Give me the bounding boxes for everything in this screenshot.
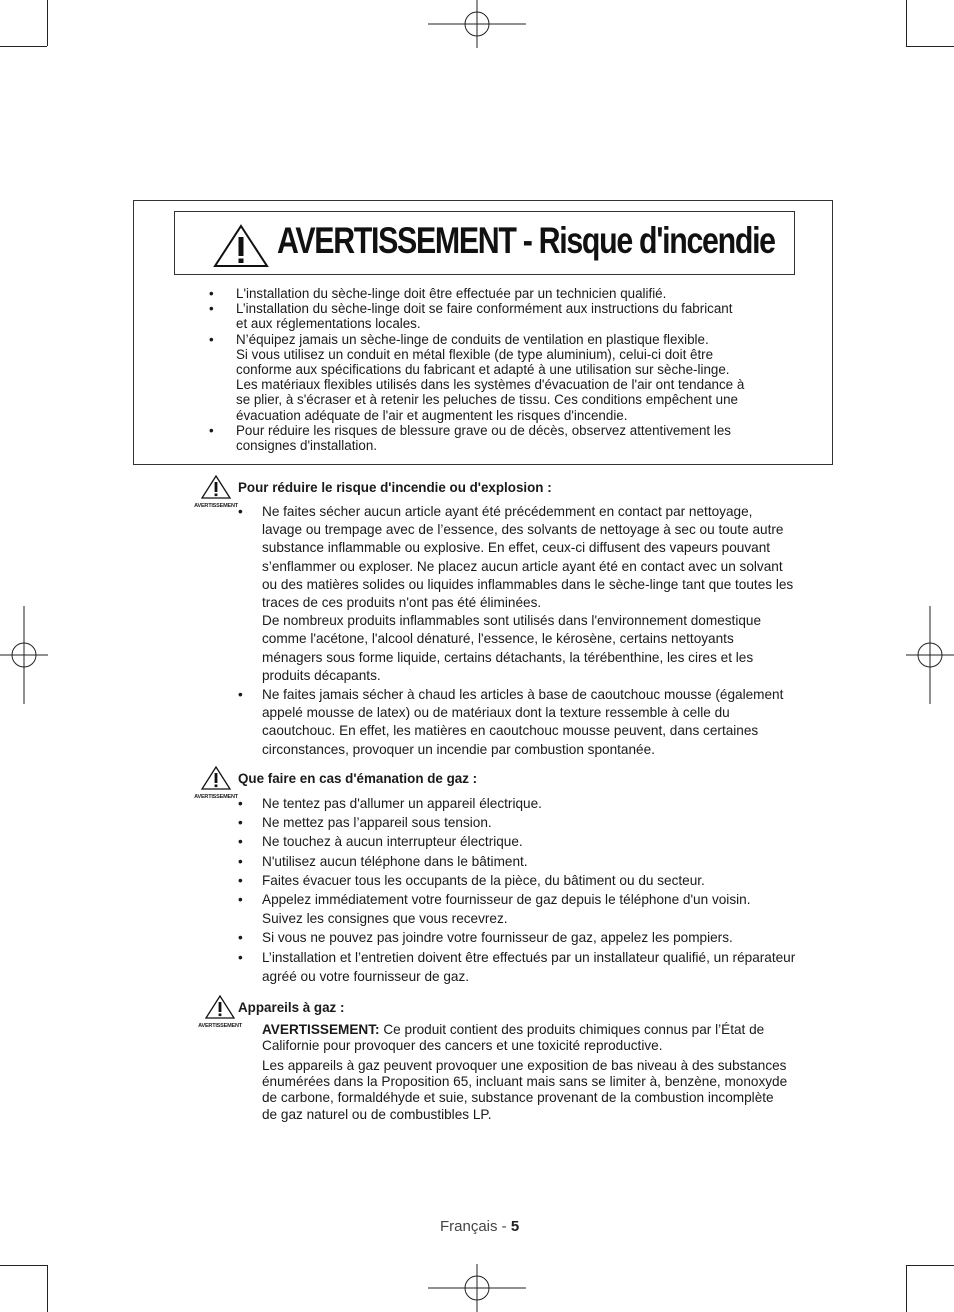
bullet-icon: • xyxy=(209,286,214,301)
warning-icon-block xyxy=(194,766,238,800)
crop-mark xyxy=(906,1265,954,1266)
list-item xyxy=(209,286,824,301)
list-item-line: Les matériaux flexibles utilisés dans les systèmes d'évacuation de l'air ont tendance à xyxy=(236,377,745,393)
list-item xyxy=(238,686,836,759)
list-item-line: Si vous ne pouvez pas joindre votre fournisseur de gaz, appelez les pompiers. xyxy=(262,930,733,946)
list-item xyxy=(209,332,824,423)
warning-triangle-icon xyxy=(205,995,235,1019)
list-item-line: Ne tentez pas d'allumer un appareil électrique. xyxy=(262,796,542,811)
crop-mark xyxy=(906,0,907,46)
registration-mark-bottom xyxy=(428,1264,526,1312)
list-item-line: N'utilisez aucun téléphone dans le bâtiment. xyxy=(262,853,528,869)
bullet-icon: • xyxy=(238,834,243,850)
list-item-line: conforme aux spécifications du fabricant et adapté à une utilisation sur sèche-linge. xyxy=(236,362,730,378)
fire-warning-box xyxy=(133,200,833,465)
bullet-icon: • xyxy=(209,422,214,438)
bullet-icon: • xyxy=(238,504,243,519)
list-item-line: agréé ou votre fournisseur de gaz. xyxy=(262,968,470,984)
list-item-line: N’équipez jamais un sèche-linge de conduits de ventilation en plastique flexible. xyxy=(236,331,709,347)
list-item xyxy=(238,813,836,832)
bullet-icon: • xyxy=(238,687,243,703)
list-item xyxy=(238,852,836,871)
list-item-line: L’installation du sèche-linge doit se faire conformément aux instructions du fabricant xyxy=(236,301,733,317)
list-item-line: Si vous utilisez un conduit en métal flexible (de type aluminium), celui-ci doit être xyxy=(236,346,714,362)
registration-mark-top xyxy=(428,0,526,48)
crop-mark xyxy=(0,1265,47,1266)
page-number: 5 xyxy=(510,1218,520,1235)
list-item xyxy=(238,928,836,947)
bullet-icon: • xyxy=(238,892,243,908)
registration-mark-right xyxy=(906,606,954,704)
section1-list xyxy=(238,503,836,759)
crop-mark xyxy=(47,1265,48,1312)
warning-icon-block xyxy=(194,475,238,509)
list-item-line: caoutchouc. En effet, les matières en caoutchouc mousse peuvent, dans certaines xyxy=(262,723,759,739)
list-item-line: substance inflammable ou explosive. En effet, ceux-ci diffusent des vapeurs pouvant xyxy=(262,540,771,556)
list-item xyxy=(238,794,836,813)
list-item-line: appelé mousse de latex) ou de matériaux dont la texture ressemble à celle du xyxy=(262,705,730,721)
list-item xyxy=(209,301,824,331)
bullet-icon: • xyxy=(238,796,243,811)
warning-icon-block xyxy=(198,995,242,1029)
list-item-line: L'installation du sèche-linge doit être effectuée par un technicien qualifié. xyxy=(236,286,667,301)
list-item xyxy=(238,871,836,890)
crop-mark xyxy=(47,0,48,46)
list-item-line: Appelez immédiatement votre fournisseur de gaz depuis le téléphone d'un voisin. xyxy=(262,892,751,908)
section-title: Pour réduire le risque d'incendie ou d'explosion : xyxy=(238,480,552,495)
list-item-line: traces de ces produits n'ont pas été éliminées. xyxy=(262,595,542,611)
bullet-icon: • xyxy=(238,930,243,946)
list-item xyxy=(238,948,836,986)
list-item-line: produits décapants. xyxy=(262,667,381,683)
list-item-line: comme l'acétone, l'alcool dénaturé, l'essence, le kérosène, certains nettoyants xyxy=(262,631,734,647)
bullet-icon: • xyxy=(209,331,214,347)
warning-triangle-icon xyxy=(201,475,231,499)
list-item-line: Ne faites jamais sécher à chaud les articles à base de caoutchouc mousse (également xyxy=(262,687,784,703)
prop65-warning xyxy=(262,1022,832,1054)
warning-text-line: Ce produit contient des produits chimiques connus par l’État de xyxy=(379,1022,765,1037)
list-item-line: ménagers sous forme liquide, certains détachants, la térébenthine, les cires et les xyxy=(262,649,754,665)
paragraph-line: énumérées dans la Proposition 65, incluant mais sans se limiter à, benzène, monoxyde xyxy=(262,1074,788,1090)
section2-list xyxy=(238,794,836,986)
list-item-line: Ne faites sécher aucun article ayant été précédemment en contact par nettoyage, xyxy=(262,504,753,519)
warning-triangle-icon xyxy=(213,224,269,268)
section-title: Que faire en cas d'émanation de gaz : xyxy=(238,771,478,786)
list-item-line: et aux réglementations locales. xyxy=(236,316,421,332)
box-bullet-list xyxy=(209,286,824,453)
list-item-line: s’enflammer ou exploser. Ne placez aucun article ayant été en contact avec un solvant xyxy=(262,558,783,574)
list-item-line: lavage ou trempage avec de l’essence, des solvants de nettoyage à sec ou toute autre xyxy=(262,522,784,538)
list-item xyxy=(238,890,836,928)
crop-mark xyxy=(906,1265,907,1312)
bullet-icon: • xyxy=(238,815,243,831)
list-item-line: Pour réduire les risques de blessure grave ou de décès, observez attentivement les xyxy=(236,422,731,438)
paragraph-line: de gaz naturel ou de combustibles LP. xyxy=(262,1106,492,1122)
list-item xyxy=(209,423,824,453)
section-title: Appareils à gaz : xyxy=(238,1000,345,1015)
list-item xyxy=(238,832,836,851)
warning-label: AVERTISSEMENT: xyxy=(262,1022,380,1037)
list-item-line: évacuation adéquate de l'air et augmentent les risques d'incendie. xyxy=(236,407,628,423)
page-title: AVERTISSEMENT - Risque d'incendie xyxy=(277,220,775,261)
bullet-icon: • xyxy=(238,949,243,965)
list-item-line: Faites évacuer tous les occupants de la pièce, du bâtiment ou du secteur. xyxy=(262,872,705,888)
gas-appliances-paragraph xyxy=(262,1058,832,1123)
list-item-line: L’installation et l’entretien doivent être effectués par un installateur qualifié, un réparateur xyxy=(262,949,796,965)
page-footer xyxy=(440,1218,519,1235)
list-item-line: ou des matières solides ou liquides inflammables dans le sèche-linge tant que toutes les xyxy=(262,576,794,592)
warning-triangle-icon xyxy=(201,766,231,790)
bullet-icon: • xyxy=(238,853,243,869)
paragraph-line: Les appareils à gaz peuvent provoquer une exposition de bas niveau à des substances xyxy=(262,1058,787,1073)
list-item-line: consignes d'installation. xyxy=(236,438,378,454)
warning-icon-label: AVERTISSEMENT xyxy=(198,1023,242,1029)
warning-text-line: Californie pour provoquer des cancers et une toxicité reproductive. xyxy=(262,1038,663,1054)
warning-icon-label: AVERTISSEMENT xyxy=(194,794,238,800)
list-item-line: Suivez les consignes que vous recevrez. xyxy=(262,911,508,927)
list-item-line: Ne mettez pas l’appareil sous tension. xyxy=(262,815,492,831)
paragraph-line: de carbone, formaldéhyde et suie, substance provenant de la combustion incomplète xyxy=(262,1090,774,1106)
list-item xyxy=(238,503,836,685)
list-item-line: De nombreux produits inflammables sont utilisés dans l'environnement domestique xyxy=(262,613,762,629)
crop-mark xyxy=(0,46,47,47)
list-item-line: Ne touchez à aucun interrupteur électrique. xyxy=(262,834,523,850)
warning-title-box xyxy=(174,211,795,275)
list-item-line: se plier, à s'écraser et à retenir les peluches de tissu. Ces conditions empêchent une xyxy=(236,392,739,408)
crop-mark xyxy=(906,46,954,47)
bullet-icon: • xyxy=(209,301,214,317)
bullet-icon: • xyxy=(238,872,243,888)
registration-mark-left xyxy=(0,606,48,704)
list-item-line: circonstances, provoquer un incendie par combustion spontanée. xyxy=(262,741,655,757)
footer-language: Français - xyxy=(440,1218,511,1235)
warning-icon-label: AVERTISSEMENT xyxy=(194,503,238,509)
